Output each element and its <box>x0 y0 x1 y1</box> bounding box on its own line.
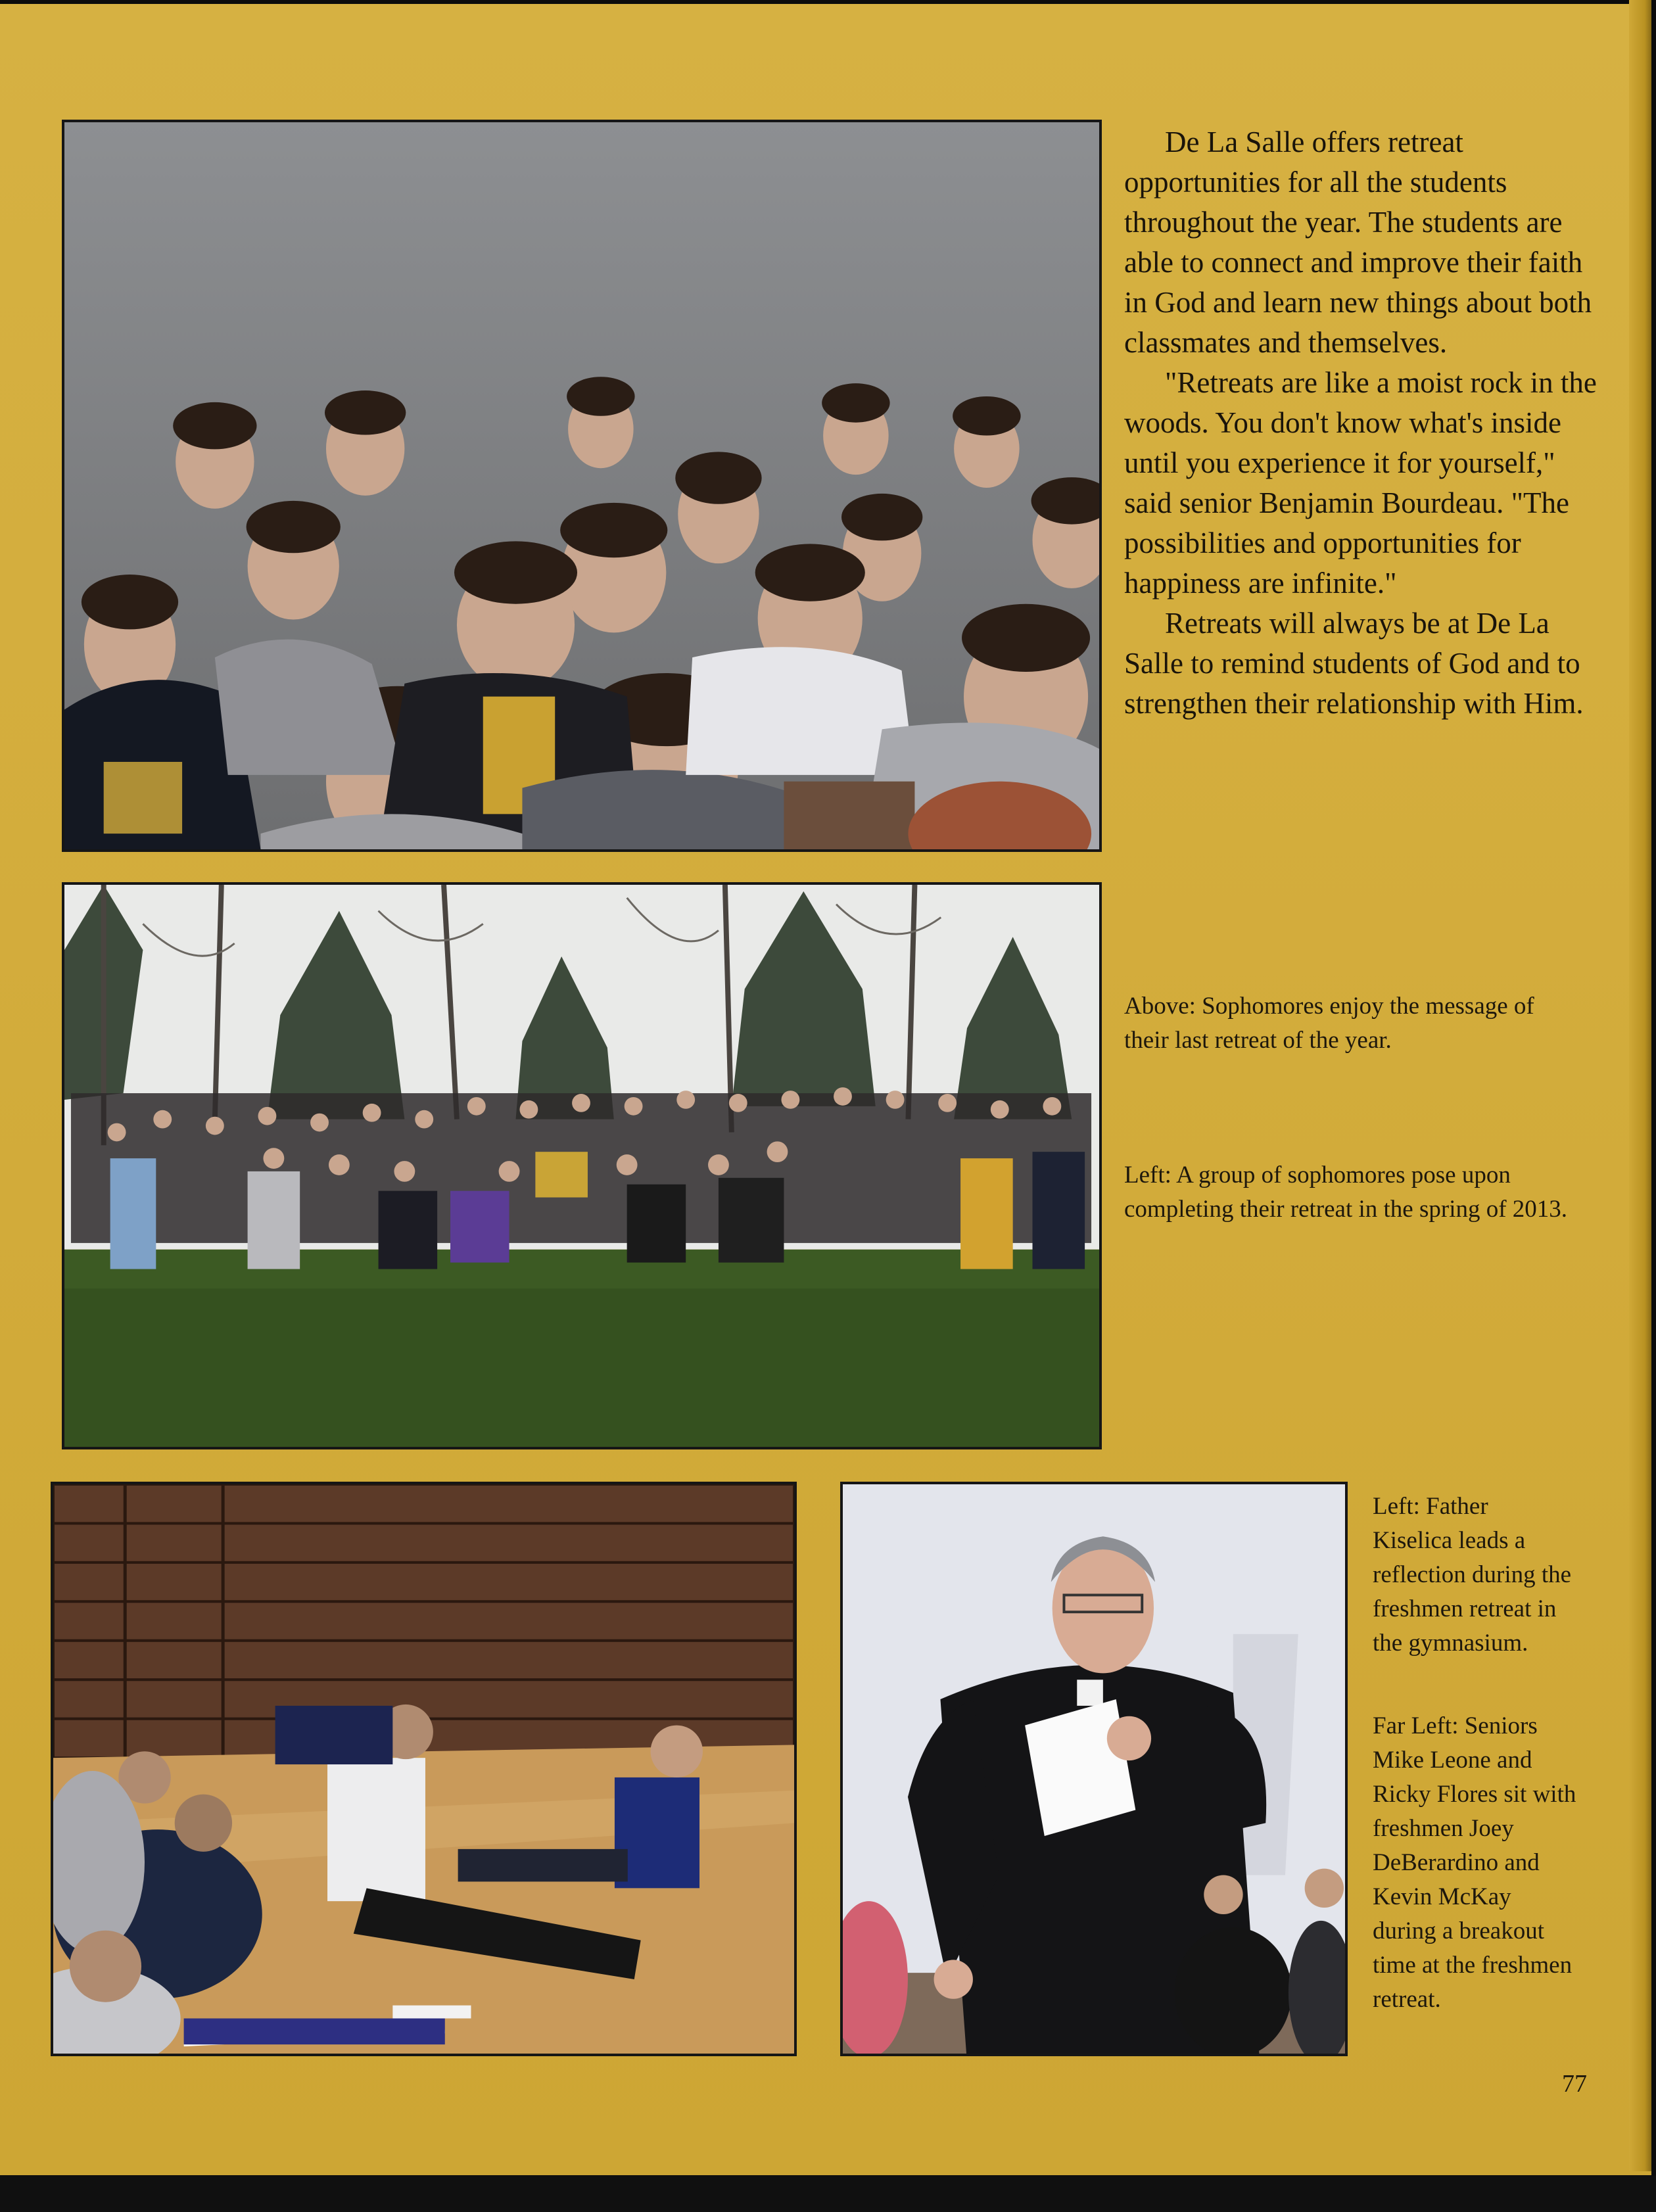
caption-left-group: Left: A group of sophomores pose upon completing their retreat in the spring of 2013. <box>1124 1162 1568 1223</box>
scan-bottom-band <box>0 2176 1656 2212</box>
photo-sophomores-audience <box>62 120 1102 852</box>
photo-freshmen-gym-floor <box>51 1482 797 2056</box>
article-paragraph: Retreats will always be at De La Salle to remind students of God and to strengthen their relationship with Him. <box>1124 607 1584 720</box>
page-edge-shadow <box>1629 0 1651 2171</box>
caption-above: Above: Sophomores enjoy the message of their last retreat of the year. <box>1124 993 1534 1054</box>
article-paragraph: De La Salle offers retreat opportunities for all the students throughout the year. The students are able to connect and improve their faith in God and learn new things about both classmates and themselves. <box>1124 126 1592 359</box>
page-number: 77 <box>1562 2070 1587 2098</box>
caption-left-father: Left: Father Kiselica leads a reflection during the freshmen retreat in the gymnasium. <box>1373 1493 1572 1657</box>
article-body <box>1124 122 1597 724</box>
article-paragraph: "Retreats are like a moist rock in the woods. You don't know what's inside until you experience it for yourself," said senior Benjamin Bourdeau. "The possibilities and opportunities for happiness are infinite." <box>1124 366 1597 600</box>
photo-father-kiselica <box>840 1482 1348 2056</box>
photo-sophomores-group <box>62 882 1102 1449</box>
caption-far-left: Far Left: Seniors Mike Leone and Ricky Flores sit with freshmen Joey DeBerardino and Kevin McKay during a breakout time at the freshmen retreat. <box>1373 1712 1576 2013</box>
